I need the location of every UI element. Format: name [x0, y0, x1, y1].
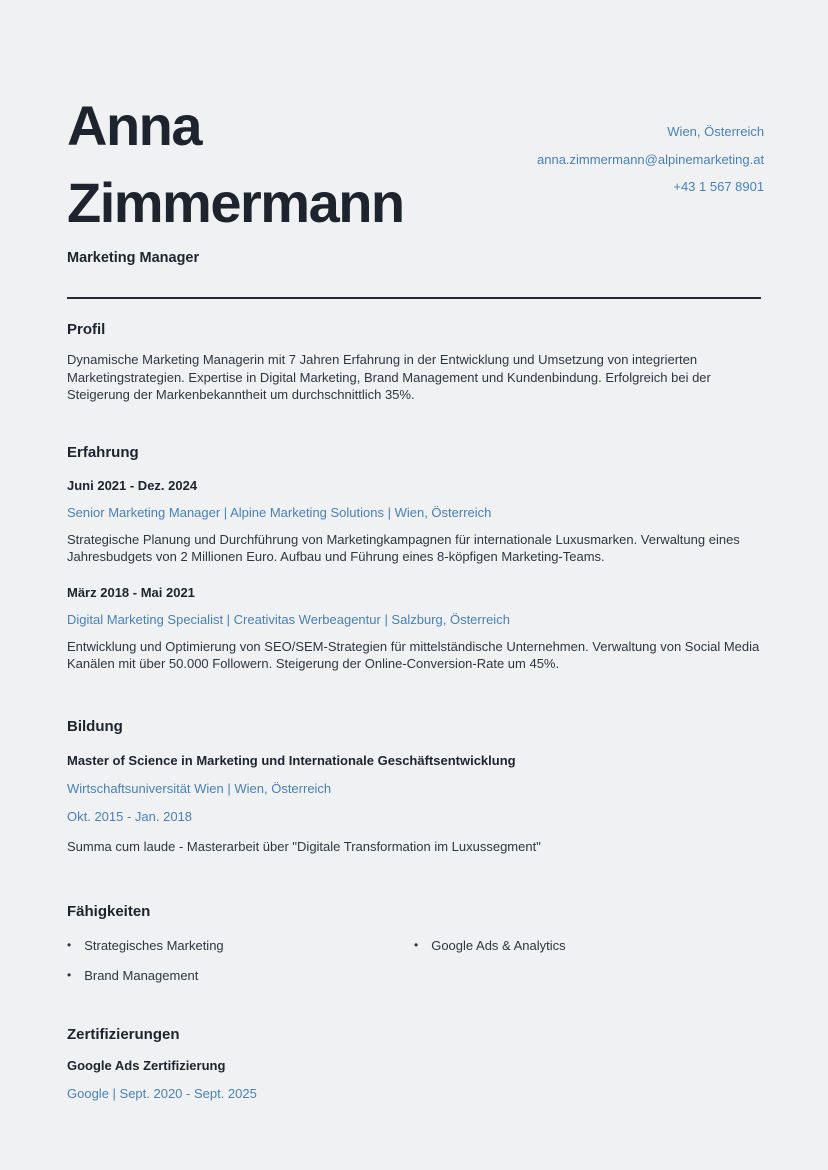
bildung-heading: Bildung — [67, 717, 123, 735]
bullet-icon: • — [414, 938, 419, 953]
zertifizierungen-heading: Zertifizierungen — [67, 1026, 180, 1044]
education-dates: Okt. 2015 - Jan. 2018 — [67, 808, 193, 824]
name-block — [67, 88, 537, 266]
entry-dates: Juni 2021 - Dez. 2024 — [67, 477, 198, 493]
bullet-icon: • — [67, 968, 72, 983]
education-note: Summa cum laude - Masterarbeit über "Digitale Transformation im Luxussegment" — [67, 838, 541, 854]
erfahrung-heading: Erfahrung — [67, 443, 139, 461]
certification-issuer-line: Google | Sept. 2020 - Sept. 2025 — [67, 1086, 257, 1102]
entry-description: Entwicklung und Optimierung von SEO/SEM-Strategien für mittelständische Unternehmen. Verwaltung von Social Media Kanälen mit über 50.000 Followern. Steigerung der Online-Conversion-Rate um 45%. — [67, 638, 760, 672]
skill-label: Strategisches Marketing — [84, 938, 224, 954]
person-title: Marketing Manager — [67, 250, 200, 267]
contact-location: Wien, Österreich — [667, 124, 765, 139]
education-institution: Wirtschaftsuniversität Wien | Wien, Österreich — [67, 780, 332, 796]
education-degree: Master of Science in Marketing und Internationale Geschäftsentwicklung — [67, 752, 516, 768]
entry-role-line: Senior Marketing Manager | Alpine Marketing Solutions | Wien, Österreich — [67, 504, 492, 520]
faehigkeiten-heading: Fähigkeiten — [67, 903, 151, 921]
contact-phone: +43 1 567 8901 — [673, 179, 765, 194]
profil-heading: Profil — [67, 321, 106, 339]
skill-item — [67, 938, 414, 953]
person-name: Anna Zimmermann — [67, 94, 404, 234]
experience-entry — [67, 478, 761, 566]
profil-text: Dynamische Marketing Managerin mit 7 Jahren Erfahrung in der Entwicklung und Umsetzung von integrierten Marketingstrategien. Expertise in Digital Marketing, Brand Management und Kundenbindung. Erfolgreich bei der Steigerung der Markenbekanntheit um durchschnittlich 35%. — [67, 352, 711, 403]
certification-name: Google Ads Zertifizierung — [67, 1058, 226, 1074]
skill-label: Brand Management — [84, 968, 199, 984]
section-profil — [67, 321, 761, 404]
experience-entry — [67, 585, 761, 673]
contact-block — [537, 118, 764, 201]
entry-dates: März 2018 - Mai 2021 — [67, 584, 195, 600]
bullet-icon: • — [67, 938, 72, 953]
header-divider — [67, 297, 761, 299]
resume-header — [67, 88, 765, 267]
contact-email: anna.zimmermann@alpinemarketing.at — [537, 151, 765, 167]
skill-item — [414, 938, 761, 953]
entry-role-line: Digital Marketing Specialist | Creativitas Werbeagentur | Salzburg, Österreich — [67, 611, 510, 627]
section-erfahrung — [67, 444, 761, 673]
skill-label: Google Ads & Analytics — [431, 938, 566, 954]
section-faehigkeiten — [67, 903, 761, 983]
section-bildung — [67, 718, 761, 856]
skill-item — [67, 968, 414, 983]
skills-list — [67, 938, 761, 983]
section-zertifizierungen — [67, 1026, 761, 1101]
entry-description: Strategische Planung und Durchführung von Marketingkampagnen für internationale Luxusmarken. Verwaltung eines Jahresbudgets von 2 Millionen Euro. Aufbau und Führung eines 8-köpfigen Marketing-Teams. — [67, 531, 740, 565]
